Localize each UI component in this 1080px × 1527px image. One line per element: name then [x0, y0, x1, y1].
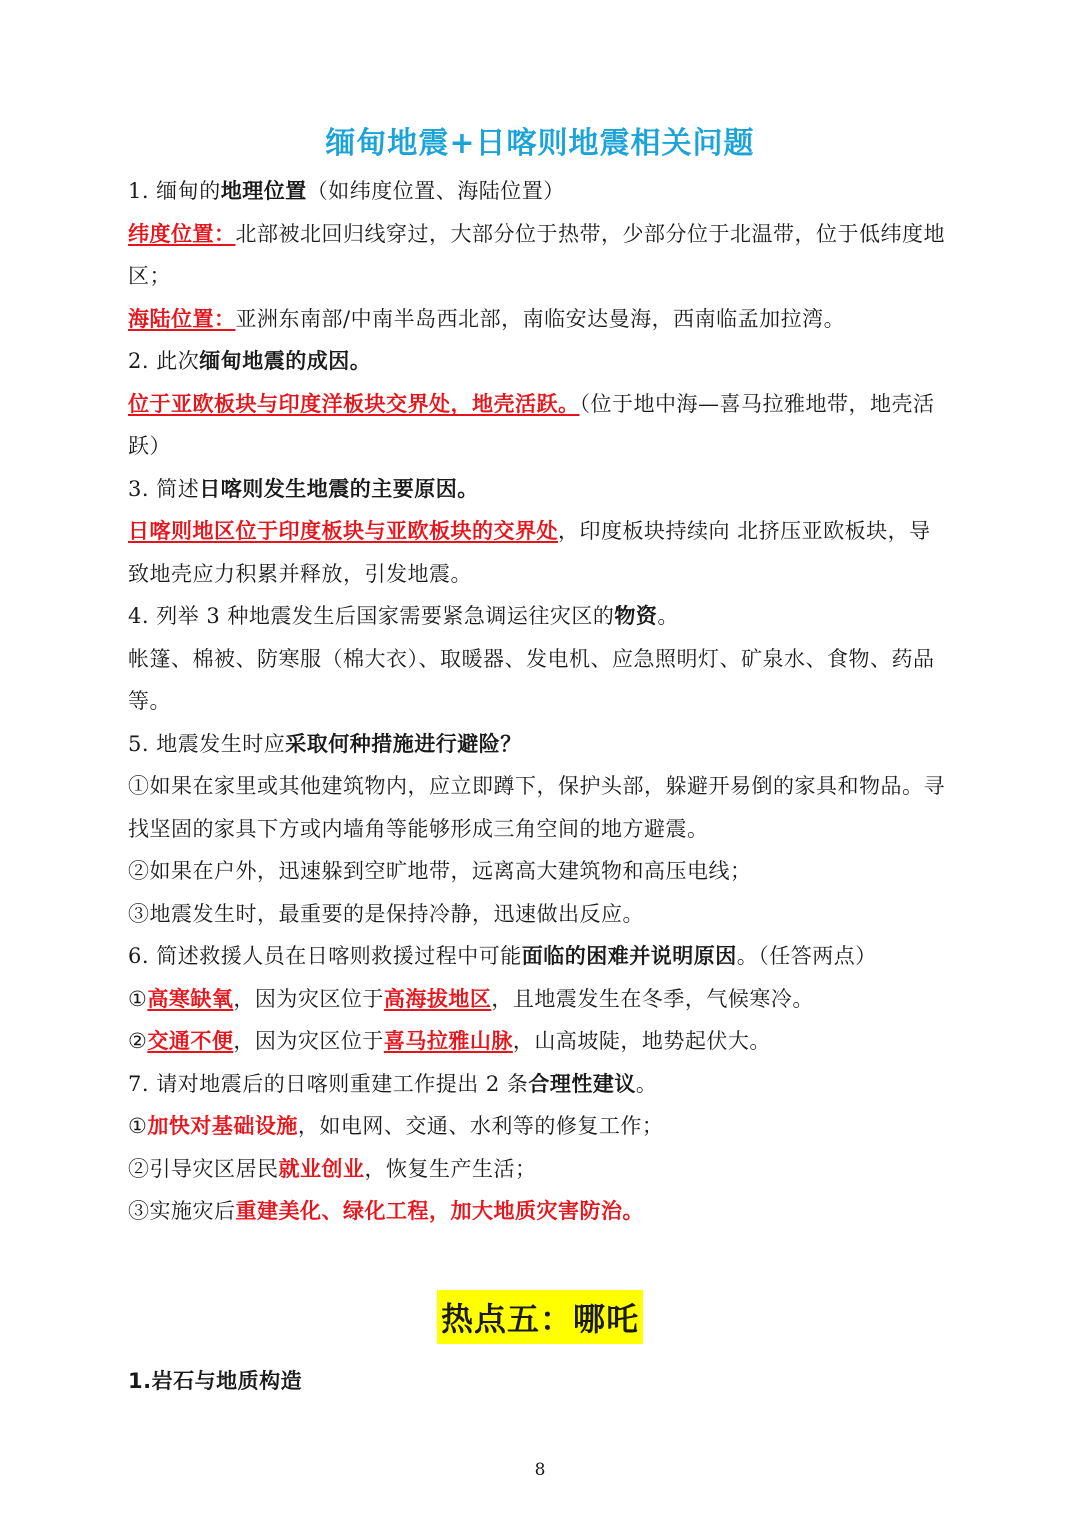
- answer-5-1: ①如果在家里或其他建筑物内，应立即蹲下，保护头部，躲避开易倒的家具和物品。寻: [128, 774, 945, 798]
- section-heading-highlight: 热点五：哪吒: [437, 1290, 643, 1344]
- question-7: 7. 请对地震后的日喀则重建工作提出 2 条合理性建议。: [128, 1072, 658, 1096]
- answer-4-cont: 等。: [128, 689, 171, 713]
- answer-3-cont: 致地壳应力积累并释放，引发地震。: [128, 562, 472, 586]
- page-number: 8: [534, 1460, 546, 1480]
- question-4: 4. 列举 3 种地震发生后国家需要紧急调运往灾区的物资。: [128, 604, 679, 628]
- answer-7-3: ③实施灾后重建美化、绿化工程，加大地质灾害防治。: [128, 1199, 644, 1223]
- section-heading: [0, 1290, 1080, 1344]
- answer-5-3: ③地震发生时，最重要的是保持冷静，迅速做出反应。: [128, 902, 644, 926]
- page-title: 缅甸地震+日喀则地震相关问题: [325, 126, 755, 161]
- answer-7-1: ①加快对基础设施，如电网、交通、水利等的修复工作；: [128, 1114, 664, 1138]
- answer-5-2: ②如果在户外，迅速躲到空旷地带，远离高大建筑物和高压电线；: [128, 859, 752, 883]
- answer-2-cont: 跃）: [128, 434, 171, 458]
- answer-2: 位于亚欧板块与印度洋板块交界处，地壳活跃。（位于地中海—喜马拉雅地带，地壳活: [128, 392, 935, 416]
- question-6: 6. 简述救援人员在日喀则救援过程中可能面临的困难并说明原因。（任答两点）: [128, 944, 877, 968]
- answer-5-1-cont: 找坚固的家具下方或内墙角等能够形成三角空间的地方避震。: [128, 817, 709, 841]
- answer-1-latitude: 纬度位置：北部被北回归线穿过，大部分位于热带，少部分位于北温带，位于低纬度地: [128, 222, 945, 246]
- answer-6-1: ①高寒缺氧，因为灾区位于高海拔地区，且地震发生在冬季，气候寒冷。: [128, 987, 814, 1011]
- question-1: 1. 缅甸的地理位置（如纬度位置、海陆位置）: [128, 179, 565, 203]
- question-2: 2. 此次缅甸地震的成因。: [128, 349, 372, 373]
- answer-7-2: ②引导灾区居民就业创业，恢复生产生活；: [128, 1157, 537, 1181]
- question-5: 5. 地震发生时应采取何种措施进行避险？: [128, 732, 522, 756]
- question-3: 3. 简述日喀则发生地震的主要原因。: [128, 477, 479, 501]
- answer-4: 帐篷、棉被、防寒服（棉大衣）、取暖器、发电机、应急照明灯、矿泉水、食物、药品: [128, 647, 935, 671]
- answer-1-latitude-cont: 区；: [128, 264, 171, 288]
- answer-6-2: ②交通不便，因为灾区位于喜马拉雅山脉，山高坡陡，地势起伏大。: [128, 1029, 771, 1053]
- answer-1-sea-land: 海陆位置：亚洲东南部/中南半岛西北部，南临安达曼海，西南临孟加拉湾。: [128, 307, 846, 331]
- subheading-1: 1.岩石与地质构造: [128, 1369, 303, 1393]
- answer-3: 日喀则地区位于印度板块与亚欧板块的交界处，印度板块持续向 北挤压亚欧板块，导: [128, 519, 931, 543]
